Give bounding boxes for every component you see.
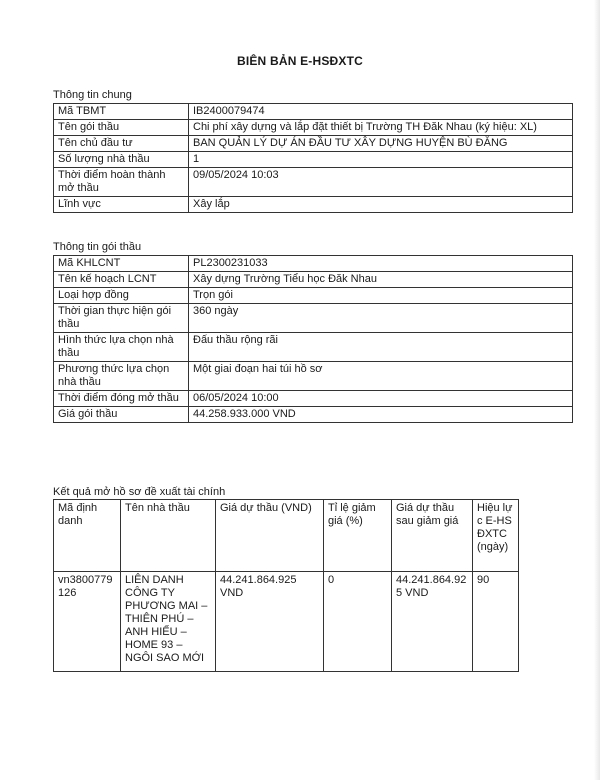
row-key: Tên kế hoạch LCNT: [54, 272, 189, 288]
table-row: [54, 197, 573, 213]
table-row: [54, 272, 573, 288]
column-header: Mã định danh: [54, 500, 121, 572]
row-value: Trọn gói: [189, 288, 573, 304]
table-row: [54, 407, 573, 423]
row-key: Mã TBMT: [54, 104, 189, 120]
general-info-label: Thông tin chung: [53, 89, 132, 101]
row-value: 360 ngày: [189, 304, 573, 333]
table-row: [54, 136, 573, 152]
discounted-price-cell: 44.241.864.925 VND: [392, 572, 473, 672]
row-value: Chi phí xây dựng và lắp đặt thiết bị Trường TH Đăk Nhau (ký hiệu: XL): [189, 120, 573, 136]
row-value: Một giai đoạn hai túi hồ sơ: [189, 362, 573, 391]
table-row: [54, 572, 519, 672]
row-key: Hình thức lựa chọn nhà thầu: [54, 333, 189, 362]
row-key: Giá gói thầu: [54, 407, 189, 423]
row-key: Thời điểm đóng mở thầu: [54, 391, 189, 407]
general-info-table: [53, 103, 573, 213]
row-key: Thời gian thực hiện gói thầu: [54, 304, 189, 333]
table-header-row: [54, 500, 519, 572]
row-key: Thời điểm hoàn thành mở thầu: [54, 168, 189, 197]
table-row: [54, 304, 573, 333]
row-key: Loại hợp đồng: [54, 288, 189, 304]
document-title: BIÊN BẢN E-HSĐXTC: [236, 54, 364, 68]
table-row: [54, 104, 573, 120]
table-row: [54, 391, 573, 407]
column-header: Hiệu lực E-HSĐXTC (ngày): [473, 500, 519, 572]
table-row: [54, 152, 573, 168]
row-key: Tên gói thầu: [54, 120, 189, 136]
row-value: 06/05/2024 10:00: [189, 391, 573, 407]
row-value: Đấu thầu rộng rãi: [189, 333, 573, 362]
row-key: Lĩnh vực: [54, 197, 189, 213]
row-key: Mã KHLCNT: [54, 256, 189, 272]
table-row: [54, 288, 573, 304]
row-key: Tên chủ đầu tư: [54, 136, 189, 152]
table-row: [54, 120, 573, 136]
bidder-name-cell: LIÊN DANH CÔNG TY PHƯƠNG MAI – THIÊN PHÚ – ANH HIẾU – HOME 93 – NGÔI SAO MỚI: [121, 572, 216, 672]
package-info-table: [53, 255, 573, 423]
table-row: [54, 333, 573, 362]
package-info-label: Thông tin gói thầu: [53, 241, 142, 253]
validity-cell: 90: [473, 572, 519, 672]
row-value: 1: [189, 152, 573, 168]
results-label: Kết quả mở hồ sơ đề xuất tài chính: [53, 486, 226, 498]
table-row: [54, 362, 573, 391]
discount-cell: 0: [324, 572, 392, 672]
row-key: Phương thức lựa chọn nhà thầu: [54, 362, 189, 391]
table-row: [54, 256, 573, 272]
column-header: Tỉ lệ giảm giá (%): [324, 500, 392, 572]
column-header: Giá dự thầu sau giảm giá: [392, 500, 473, 572]
bid-price-cell: 44.241.864.925 VND: [216, 572, 324, 672]
row-value: Xây dựng Trường Tiểu học Đăk Nhau: [189, 272, 573, 288]
row-value: 09/05/2024 10:03: [189, 168, 573, 197]
table-row: [54, 168, 573, 197]
results-table: [53, 499, 519, 672]
column-header: Giá dự thầu (VND): [216, 500, 324, 572]
row-value: IB2400079474: [189, 104, 573, 120]
row-value: 44.258.933.000 VND: [189, 407, 573, 423]
row-key: Số lượng nhà thầu: [54, 152, 189, 168]
bidder-id-cell: vn3800779126: [54, 572, 121, 672]
row-value: BAN QUẢN LÝ DỰ ÁN ĐẦU TƯ XÂY DỰNG HUYỆN BÙ ĐĂNG: [189, 136, 573, 152]
row-value: Xây lắp: [189, 197, 573, 213]
row-value: PL2300231033: [189, 256, 573, 272]
column-header: Tên nhà thầu: [121, 500, 216, 572]
page-edge-shadow: [594, 0, 600, 780]
